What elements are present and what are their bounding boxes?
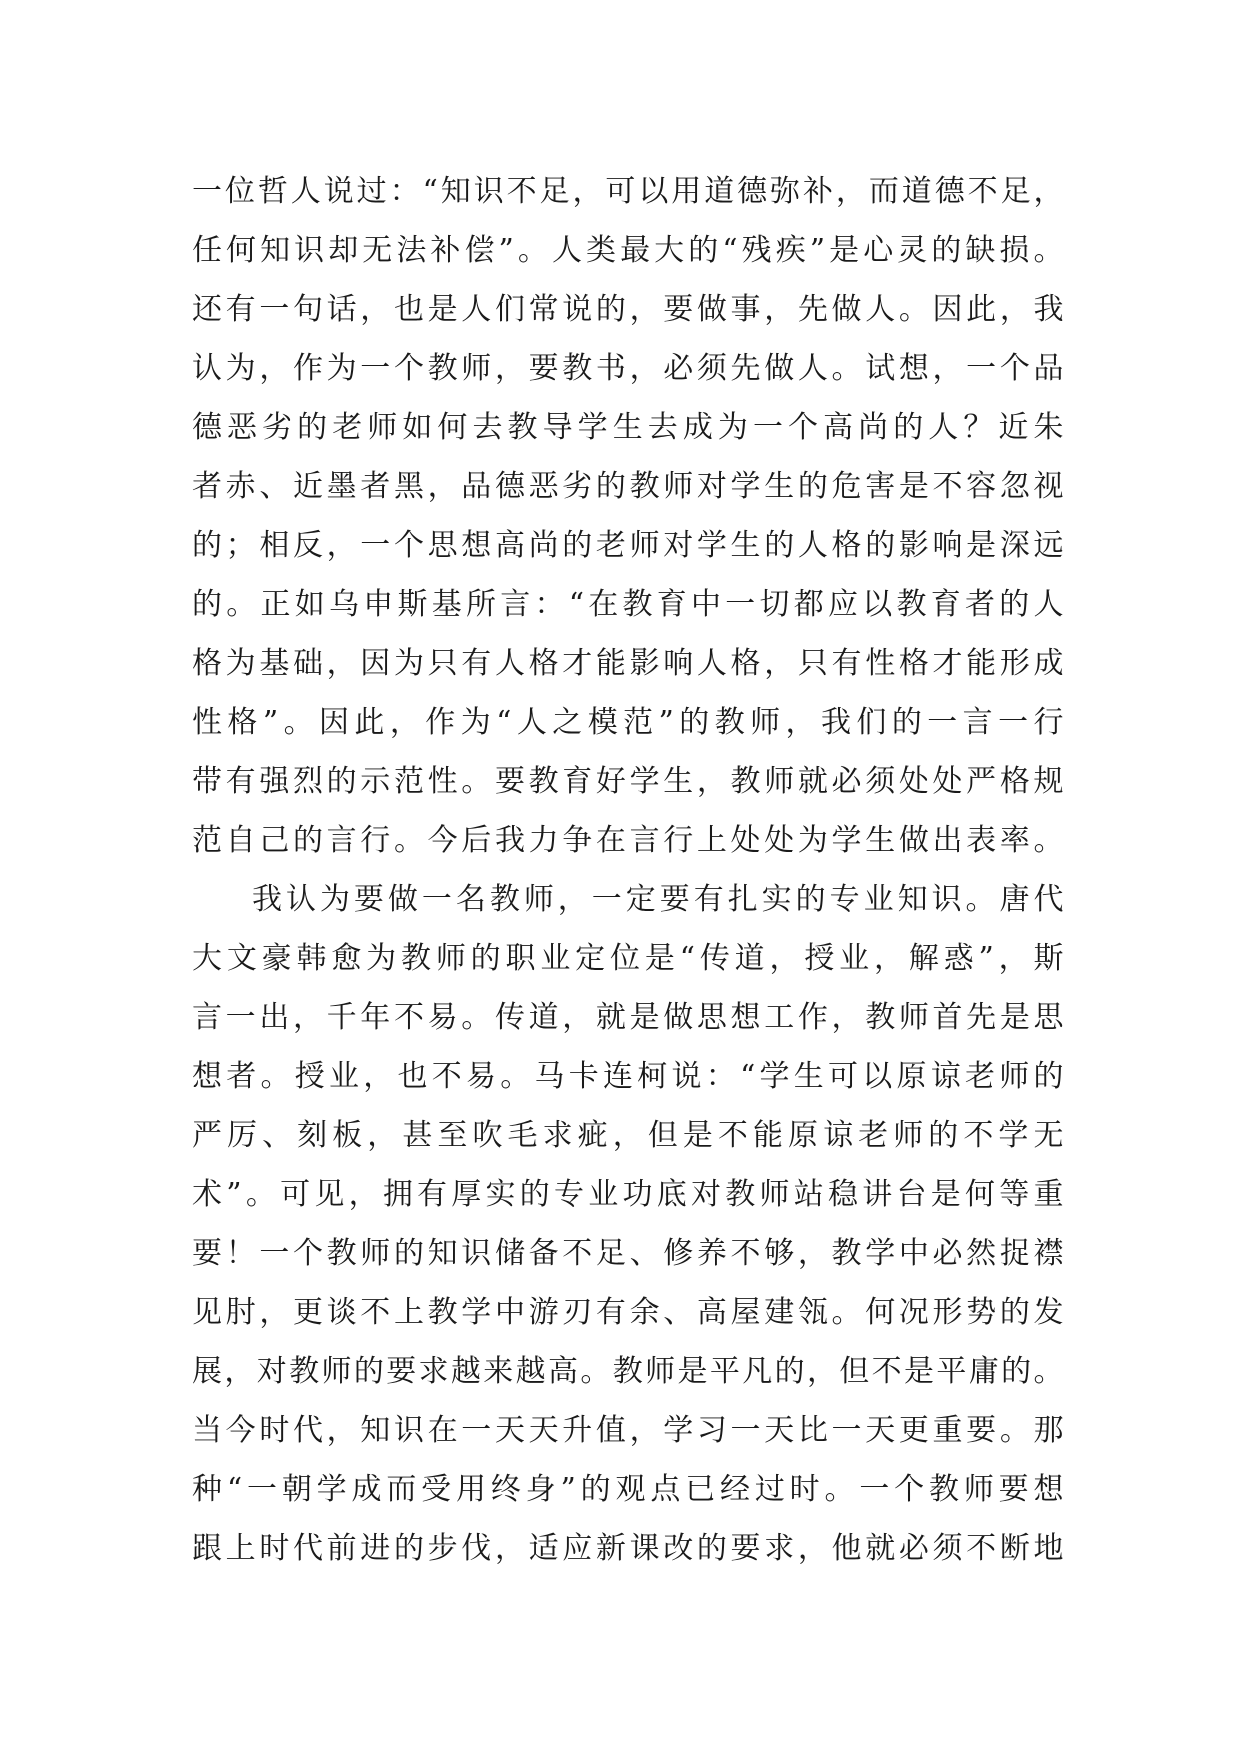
text-line: 严厉、刻板，甚至吹毛求疵，但是不能原谅老师的不学无: [192, 1118, 1064, 1153]
text-line: 的。正如乌申斯基所言：“在教育中一切都应以教育者的人: [192, 587, 1064, 622]
text-line: 的；相反，一个思想高尚的老师对学生的人格的影响是深远: [192, 528, 1064, 563]
text-line: 我认为要做一名教师，一定要有扎实的专业知识。唐代: [252, 882, 1064, 917]
text-line: 当今时代，知识在一天天升值，学习一天比一天更重要。那: [192, 1413, 1064, 1448]
text-line: 还有一句话，也是人们常说的，要做事，先做人。因此，我: [192, 292, 1064, 327]
text-line: 要！一个教师的知识储备不足、修养不够，教学中必然捉襟: [192, 1236, 1064, 1271]
text-line: 认为，作为一个教师，要教书，必须先做人。试想，一个品: [192, 351, 1064, 386]
text-line: 者赤、近墨者黑，品德恶劣的教师对学生的危害是不容忽视: [192, 469, 1064, 504]
text-line: 大文豪韩愈为教师的职业定位是“传道，授业，解惑”，斯: [192, 941, 1064, 976]
paragraph-1: [192, 162, 1064, 870]
text-line: 种“一朝学成而受用终身”的观点已经过时。一个教师要想: [192, 1472, 1064, 1507]
text-line: 带有强烈的示范性。要教育好学生，教师就必须处处严格规: [192, 764, 1064, 799]
text-line: 任何知识却无法补偿”。人类最大的“残疾”是心灵的缺损。: [192, 233, 1064, 268]
text-line: 性格”。因此，作为“人之模范”的教师，我们的一言一行: [192, 705, 1064, 740]
text-line: 展，对教师的要求越来越高。教师是平凡的，但不是平庸的。: [192, 1354, 1064, 1389]
text-line: 见肘，更谈不上教学中游刃有余、高屋建瓴。何况形势的发: [192, 1295, 1064, 1330]
text-line: 言一出，千年不易。传道，就是做思想工作，教师首先是思: [192, 1000, 1064, 1035]
text-line: 一位哲人说过：“知识不足，可以用道德弥补，而道德不足，: [192, 174, 1064, 209]
body-text: [192, 162, 1064, 1578]
text-line: 范自己的言行。今后我力争在言行上处处为学生做出表率。: [192, 823, 1064, 858]
paragraph-2: [192, 870, 1064, 1578]
text-line: 德恶劣的老师如何去教导学生去成为一个高尚的人？近朱: [192, 410, 1064, 445]
text-line: 想者。授业，也不易。马卡连柯说：“学生可以原谅老师的: [192, 1059, 1064, 1094]
text-line: 跟上时代前进的步伐，适应新课改的要求，他就必须不断地: [192, 1531, 1064, 1566]
text-line: 术”。可见，拥有厚实的专业功底对教师站稳讲台是何等重: [192, 1177, 1064, 1212]
text-line: 格为基础，因为只有人格才能影响人格，只有性格才能形成: [192, 646, 1064, 681]
